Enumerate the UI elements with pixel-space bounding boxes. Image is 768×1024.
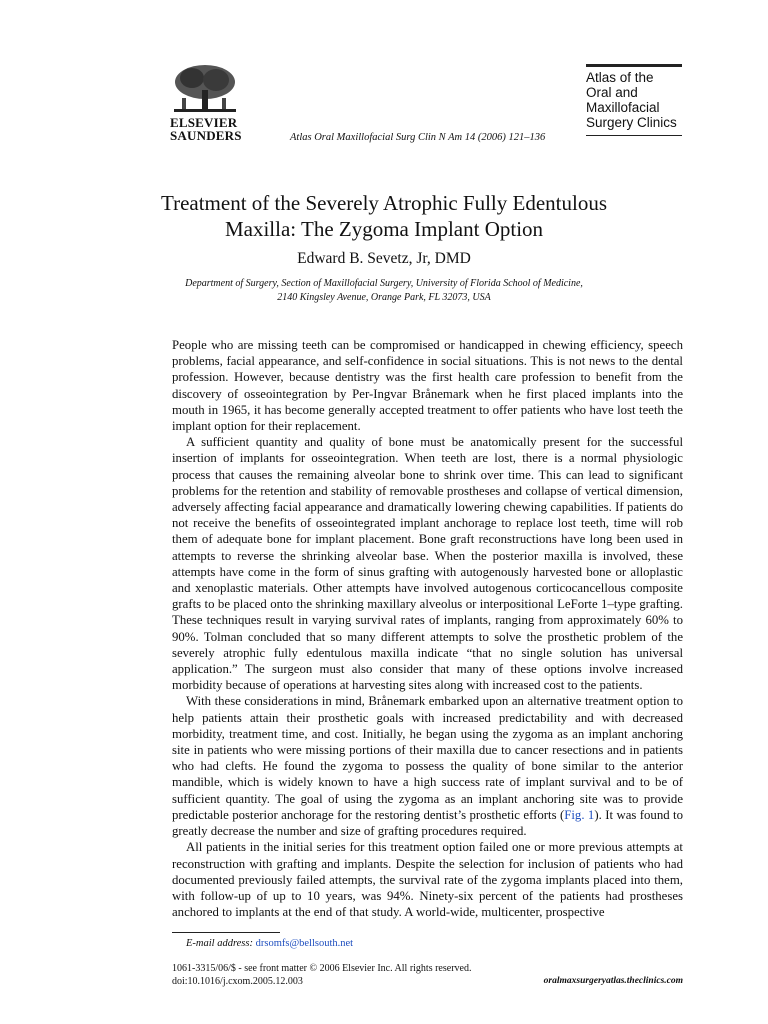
tree-emblem-icon <box>170 62 240 116</box>
doi-line: doi:10.1016/j.cxom.2005.12.003 <box>172 976 303 987</box>
author-email-footnote <box>186 938 353 949</box>
affiliation-line: Department of Surgery, Section of Maxillofacial Surgery, University of Florida School of Medicine, <box>185 278 583 289</box>
copyright-line: 1061-3315/06/$ - see front matter © 2006 Elsevier Inc. All rights reserved. <box>172 963 472 974</box>
journal-website[interactable]: oralmaxsurgeryatlas.theclinics.com <box>543 976 683 986</box>
journal-title-line: Atlas of the <box>586 70 654 85</box>
journal-citation: Atlas Oral Maxillofacial Surg Clin N Am 14 (2006) 121–136 <box>290 132 546 143</box>
affiliation-line: 2140 Kingsley Avenue, Orange Park, FL 32073, USA <box>277 292 491 303</box>
publisher-name: ELSEVIER <box>170 115 238 130</box>
journal-title-line: Maxillofacial <box>586 100 660 115</box>
email-link[interactable]: drsomfs@bellsouth.net <box>255 938 354 949</box>
body-paragraph: A sufficient quantity and quality of bone must be anatomically present for the successful insertion of implants for osseointegration. When teeth are lost, there is a normal physiologic process that causes the remaining alveolar bone to shrink over time. This can lead to significant problems for the retention and stability of removable prostheses and collapse of vertical dimension, adversely affecting facial appearance and dramatically lowering chewing capabilities. If patients do not receive the benefits of osseointegrated implant anchorage to replace lost teeth, time will rob them of adequate bone for implant placement. Bone graft reconstructions have long been used in attempts to reverse the shrinking alveolar base. When the posterior maxilla is involved, these attempts have come in the form of sinus grafting with autogenously harvested bone or alloplastic and xenoplastic materials. Other attempts have involved autogenous corticocancellous composite grafts to be placed onto the shrinking maxillary alveolus or interpositional LeForte 1–type grafting. These techniques result in varying survival rates of implants, ranging from approximately 60% to 90%. Tolman concluded that so many different attempts to solve the prosthetic problem of the severely atrophic fully edentulous maxilla indicate “that no single solution has universal application.” The surgeon must also consider that many of these options involve increased morbidity because of operations at harvesting sites along with increased cost to the patients. <box>172 435 683 693</box>
publisher-imprint: SAUNDERS <box>170 128 242 143</box>
article-body <box>172 337 683 920</box>
journal-title-line: Surgery Clinics <box>586 115 677 130</box>
author-affiliation <box>160 277 608 305</box>
journal-title-rule-bottom <box>586 135 682 136</box>
journal-title-rule <box>586 64 682 67</box>
body-paragraph: People who are missing teeth can be compromised or handicapped in chewing efficiency, speech problems, facial appearance, and self-confidence in social situations. This is not news to the dental profession. However, because dentistry was the first health care profession to benefit from the discovery of osseointegration by Per-Ingvar Brånemark when he first placed implants into the mouth in 1965, it has become generally accepted treatment to offer patients who have lost teeth the implant option for their replacement. <box>172 338 683 434</box>
paragraph-text: ). It was found to greatly decrease the number and size of grafting procedures required. <box>172 807 683 839</box>
journal-title-line: Oral and <box>586 85 638 100</box>
article-title: Treatment of the Severely Atrophic Fully Edentulous Maxilla: The Zygoma Implant Option <box>161 191 607 241</box>
figure-1-link[interactable]: Fig. 1 <box>564 807 595 822</box>
journal-title-block <box>586 70 686 130</box>
elsevier-logo <box>170 62 240 142</box>
copyright-block <box>172 962 471 988</box>
paragraph-text: With these considerations in mind, Brånemark embarked upon an alternative treatment option to help patients attain their prosthetic goals with increased predictability and with decreased morbidity, treatment time, and cost. Initially, he began using the zygoma as an implant anchoring site in patients who were missing portions of their maxilla due to cancer resections and in patients who had clefts. He found the zygoma to possess the quality of bone similar to the anterior mandible, which is widely known to have a high success rate of implant survival and to be of sufficient quantity. The goal of using the zygoma as an implant anchoring site was to provide predictable posterior anchorage for the restoring dentist’s prosthetic efforts ( <box>172 694 683 822</box>
email-label: E-mail address: <box>186 938 253 949</box>
body-paragraph <box>172 693 683 839</box>
article-author: Edward B. Sevetz, Jr, DMD <box>297 250 471 267</box>
body-paragraph: All patients in the initial series for this treatment option failed one or more previous attempts at reconstruction with grafting and implants. Despite the selection for inclusion of patients who had documented previously failed attempts, the survival rate of the zygoma implants placed into them, with follow-up of up to 10 years, was 94%. Ninety-six percent of the patients had prostheses anchored to implants at the end of that study. A world-wide, multicenter, prospective <box>172 840 683 920</box>
footnote-rule <box>172 932 280 933</box>
